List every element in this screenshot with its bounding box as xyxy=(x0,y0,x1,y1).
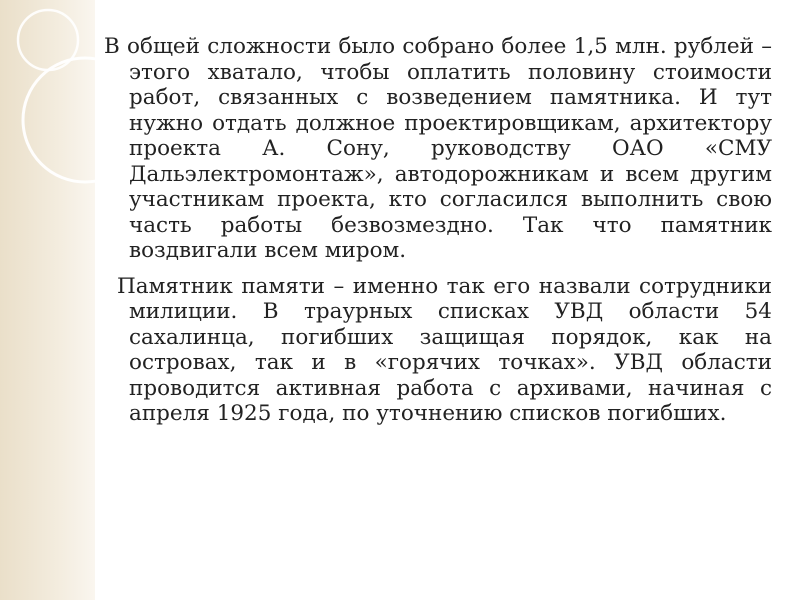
paragraph-1: В общей сложности было собрано более 1,5 млн. рублей – этого хватало, чтобы оплатить половину стоимости работ, связанных с возведением памятника. И тут нужно отдать должное проектировщикам, архитектору проекта А. Сону, руководству ОАО «СМУ Дальэлектромонтаж», автодорожникам и всем другим участникам проекта, кто согласился выполнить свою часть работы безвозмездно. Так что памятник воздвигали всем миром. xyxy=(104,34,772,263)
decorative-side-band xyxy=(0,0,95,600)
paragraph-2: Памятник памяти – именно так его назвали сотрудники милиции. В траурных списках УВД области 54 сахалинца, погибших защищая порядок, как на островах, так и в «горячих точках». УВД области проводится активная работа с архивами, начиная с апреля 1925 года, по уточнению списков погибших. xyxy=(117,273,772,426)
slide-body xyxy=(104,34,772,427)
